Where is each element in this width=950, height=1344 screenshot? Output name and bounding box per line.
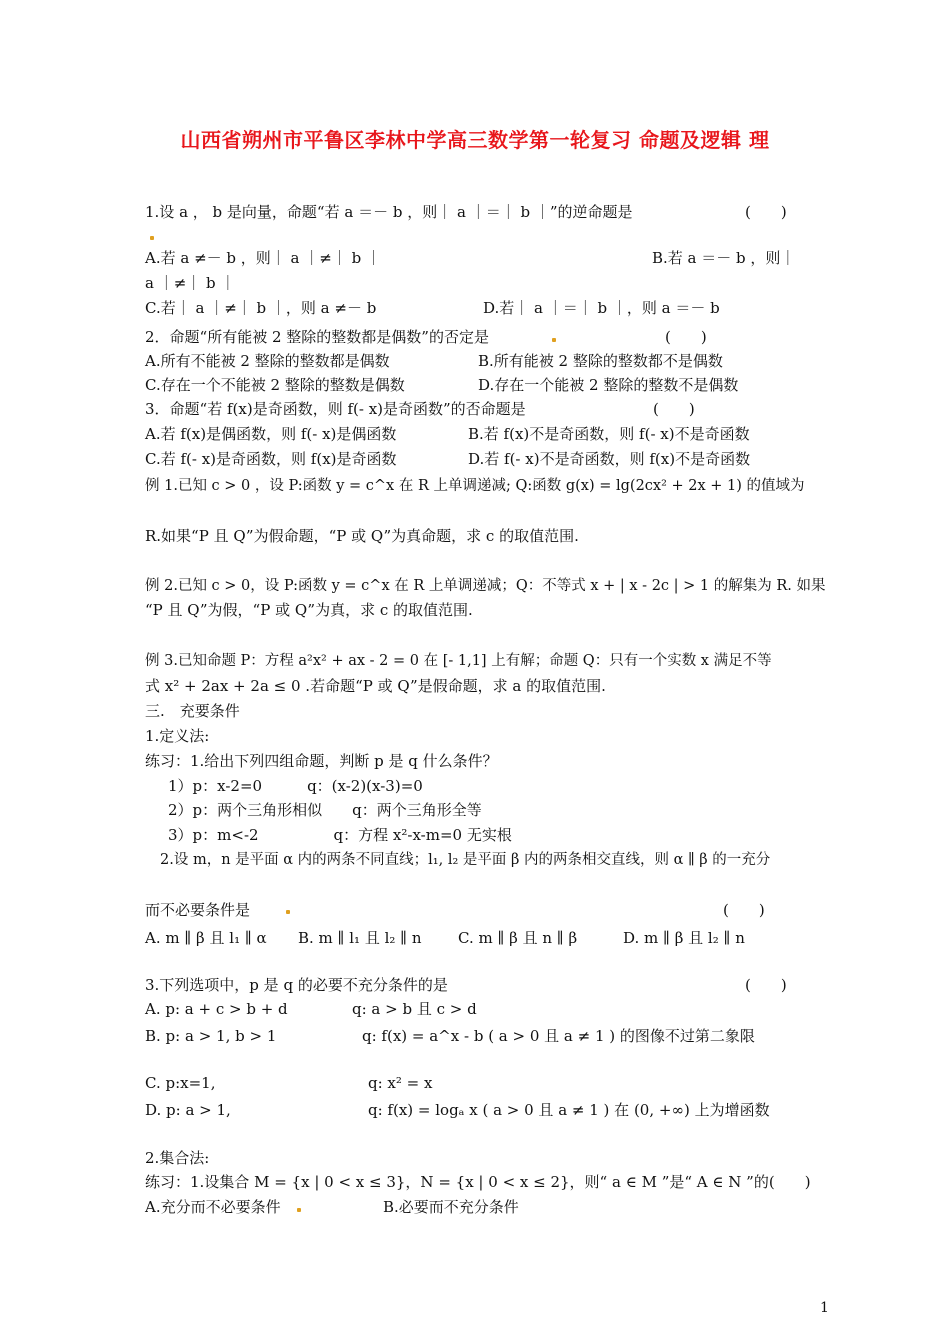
q1-mark — [150, 236, 154, 240]
q3-option-b: B.若 f(x)不是奇函数，则 f(- x)不是奇函数 — [468, 425, 750, 443]
practice3-answer-paren: ( ) — [745, 976, 787, 994]
q1-option-b-line2: a ｜≠｜ b ｜ — [145, 274, 236, 292]
q1-option-b-line1: B.若 a ＝－ b ，则｜ — [652, 249, 796, 267]
section-heading: 三. 充要条件 — [145, 702, 240, 720]
example3-line2: 式 x² + 2ax + 2a ≤ 0 .若命题“P 或 Q”是假命题，求 a 的取值范围. — [145, 677, 606, 695]
example1-line1: 例 1.已知 c > 0 ，设 P:函数 y = c^x 在 R 上单调递减; Q:函数 g(x) = lg(2cx² + 2x + 1) 的值域为 — [145, 478, 805, 494]
practice2-mark — [286, 910, 290, 914]
practice3-c-p: C. p:x=1, — [145, 1074, 216, 1092]
practice2-option-a: A. m ∥ β 且 l₁ ∥ α — [145, 929, 267, 947]
q1-answer-paren: ( ) — [745, 203, 787, 221]
practice3-b-q: q: f(x) = a^x - b ( a > 0 且 a ≠ 1 ) 的图像不过第二象限 — [362, 1027, 755, 1045]
practice1-item1: 1）p：x-2=0 q：(x-2)(x-3)=0 — [168, 777, 423, 795]
q2-option-a: A.所有不能被 2 整除的整数都是偶数 — [145, 352, 390, 370]
q2-option-b: B.所有能被 2 整除的整数都不是偶数 — [478, 352, 723, 370]
q1-option-c: C.若｜ a ｜≠｜ b ｜，则 a ≠－ b — [145, 299, 377, 317]
practice3-d-p: D. p: a > 1, — [145, 1101, 231, 1119]
practice1-item2: 2）p：两个三角形相似 q：两个三角形全等 — [168, 801, 482, 819]
page-number: 1 — [820, 1300, 829, 1316]
practice4-stem: 练习：1.设集合 M = {x | 0 < x ≤ 3}，N = {x | 0 < x ≤ 2}，则“ a ∈ M ”是“ A ∈ N ”的( ) — [145, 1173, 811, 1191]
q2-stem: 2．命题“所有能被 2 整除的整数都是偶数”的否定是 — [145, 328, 489, 346]
q1-stem: 1.设 a ， b 是向量，命题“若 a ＝－ b ，则｜ a ｜＝｜ b ｜”的逆命题是 — [145, 203, 633, 221]
practice1-stem: 练习：1.给出下列四组命题，判断 p 是 q 什么条件？ — [145, 752, 498, 770]
practice4-option-a: A.充分而不必要条件 — [145, 1198, 281, 1216]
q3-stem: 3．命题“若 f(x)是奇函数，则 f(- x)是奇函数”的否命题是 — [145, 400, 526, 418]
q2-option-c: C.存在一个不能被 2 整除的整数是偶数 — [145, 376, 405, 394]
q2-answer-paren: ( ) — [665, 328, 707, 346]
practice4-mark — [297, 1208, 301, 1212]
practice4-option-b: B.必要而不充分条件 — [383, 1198, 519, 1216]
practice2-answer-paren: ( ) — [723, 901, 765, 919]
example3-line1: 例 3.已知命题 P：方程 a²x² + ax - 2 = 0 在 [- 1,1] 上有解；命题 Q：只有一个实数 x 满足不等 — [145, 653, 772, 669]
practice3-a-p: A. p: a + c > b + d — [145, 1000, 288, 1018]
practice3-d-q: q: f(x) = logₐ x ( a > 0 且 a ≠ 1 ) 在 (0, +∞) 上为增函数 — [368, 1101, 770, 1119]
practice3-a-q: q: a > b 且 c > d — [352, 1000, 477, 1018]
example2-line2: “P 且 Q”为假，“P 或 Q”为真，求 c 的取值范围. — [145, 601, 473, 619]
practice3-stem: 3.下列选项中，p 是 q 的必要不充分条件的是 — [145, 976, 448, 994]
q1-option-d: D.若｜ a ｜＝｜ b ｜，则 a ＝－ b — [483, 299, 720, 317]
q3-answer-paren: ( ) — [653, 400, 695, 418]
example2-line1: 例 2.已知 c > 0，设 P:函数 y = c^x 在 R 上单调递减；Q：不等式 x + | x - 2c | > 1 的解集为 R. 如果 — [145, 578, 826, 594]
q3-option-d: D.若 f(- x)不是奇函数，则 f(x)不是奇函数 — [468, 450, 751, 468]
example1-line2: R.如果“P 且 Q”为假命题，“P 或 Q”为真命题，求 c 的取值范围. — [145, 527, 579, 545]
q2-mark — [552, 338, 556, 342]
q2-option-d: D.存在一个能被 2 整除的整数不是偶数 — [478, 376, 739, 394]
definition-method-heading: 1.定义法: — [145, 727, 210, 745]
practice2-line2: 而不必要条件是 — [145, 901, 251, 919]
q3-option-c: C.若 f(- x)是奇函数，则 f(x)是奇函数 — [145, 450, 397, 468]
document-title: 山西省朔州市平鲁区李林中学高三数学第一轮复习 命题及逻辑 理 — [180, 128, 770, 152]
practice2-option-c: C. m ∥ β 且 n ∥ β — [458, 929, 578, 947]
practice1-item3: 3）p：m<-2 q：方程 x²-x-m=0 无实根 — [168, 826, 512, 844]
set-method-heading: 2.集合法: — [145, 1149, 210, 1167]
practice3-c-q: q: x² = x — [368, 1074, 433, 1092]
q1-option-a: A.若 a ≠－ b ，则｜ a ｜≠｜ b ｜ — [145, 249, 381, 267]
practice2-option-d: D. m ∥ β 且 l₂ ∥ n — [623, 929, 745, 947]
practice2-option-b: B. m ∥ l₁ 且 l₂ ∥ n — [298, 929, 422, 947]
practice3-b-p: B. p: a > 1, b > 1 — [145, 1027, 277, 1045]
q3-option-a: A.若 f(x)是偶函数，则 f(- x)是偶函数 — [145, 425, 397, 443]
practice2-line1: 2.设 m，n 是平面 α 内的两条不同直线；l₁, l₂ 是平面 β 内的两条相交直线，则 α ∥ β 的一充分 — [160, 852, 771, 868]
